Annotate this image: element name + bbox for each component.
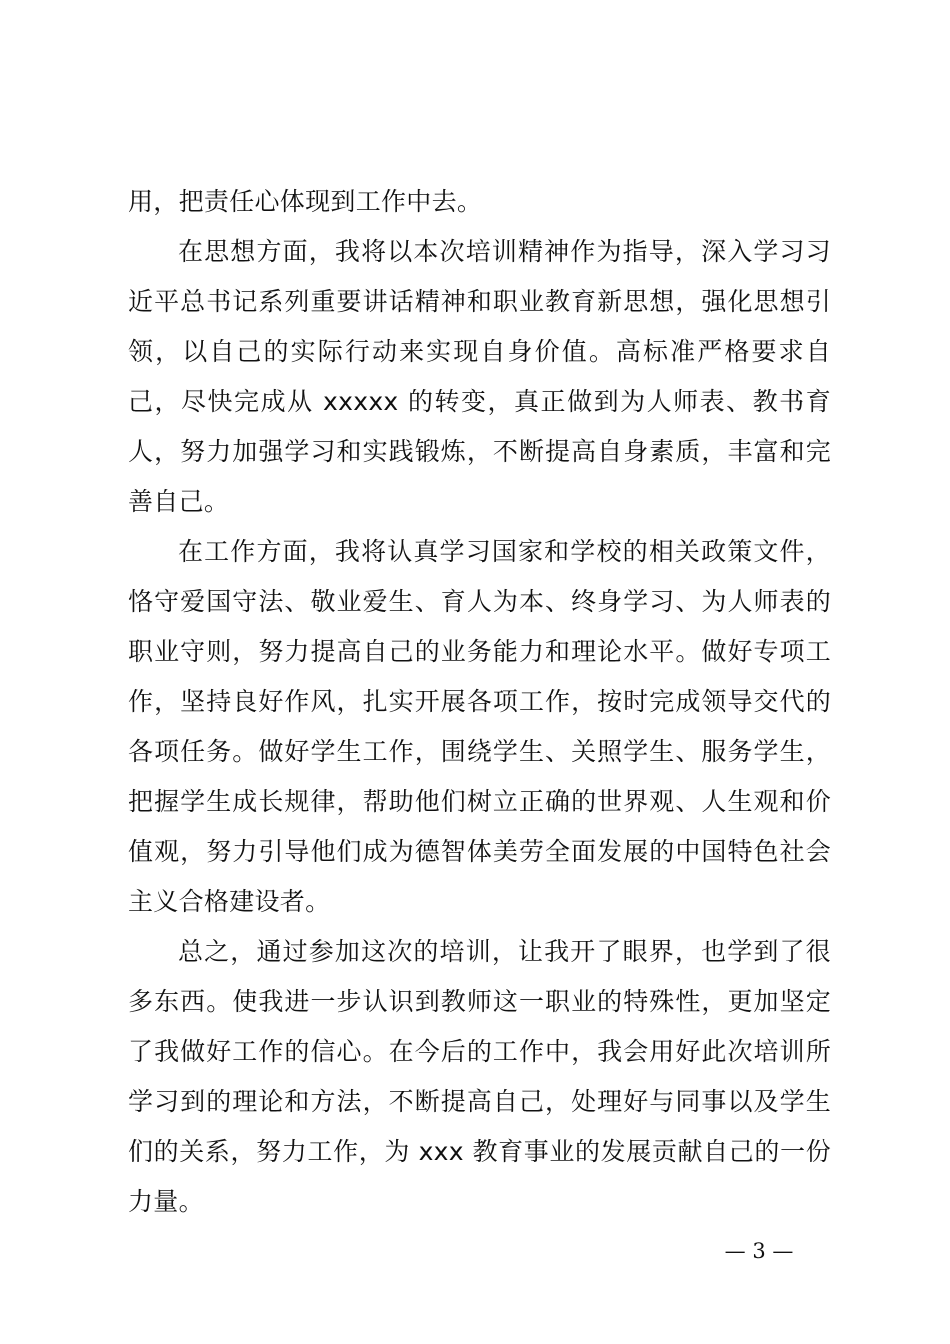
body-text [128,177,831,1227]
paragraph-work: 在工作方面，我将认真学习国家和学校的相关政策文件，恪守爱国守法、敬业爱生、育人为本、终身学习、为人师表的职业守则，努力提高自己的业务能力和理论水平。做好专项工作，坚持良好作风，扎实开展各项工作，按时完成领导交代的各项任务。做好学生工作，围绕学生、关照学生、服务学生，把握学生成长规律，帮助他们树立正确的世界观、人生观和价值观，努力引导他们成为德智体美劳全面发展的中国特色社会主义合格建设者。 [128,537,831,916]
paragraph-summary: 总之，通过参加这次的培训，让我开了眼界，也学到了很多东西。使我进一步认识到教师这一职业的特殊性，更加坚定了我做好工作的信心。在今后的工作中，我会用好此次培训所学习到的理论和方法，不断提高自己，处理好与同事以及学生们的关系，努力工作，为 xxx 教育事业的发展贡献自己的一份力量。 [128,937,831,1216]
page-number: — 3 — [724,1239,794,1263]
paragraph-continuation: 用，把责任心体现到工作中去。 [128,187,483,216]
paragraph-ideology: 在思想方面，我将以本次培训精神作为指导，深入学习习近平总书记系列重要讲话精神和职业教育新思想，强化思想引领，以自己的实际行动来实现自身价值。高标准严格要求自己，尽快完成从 xxxxx 的转变，真正做到为人师表、教书育人，努力加强学习和实践锻炼，不断提高自身素质，丰富和完善自己。 [128,237,831,516]
